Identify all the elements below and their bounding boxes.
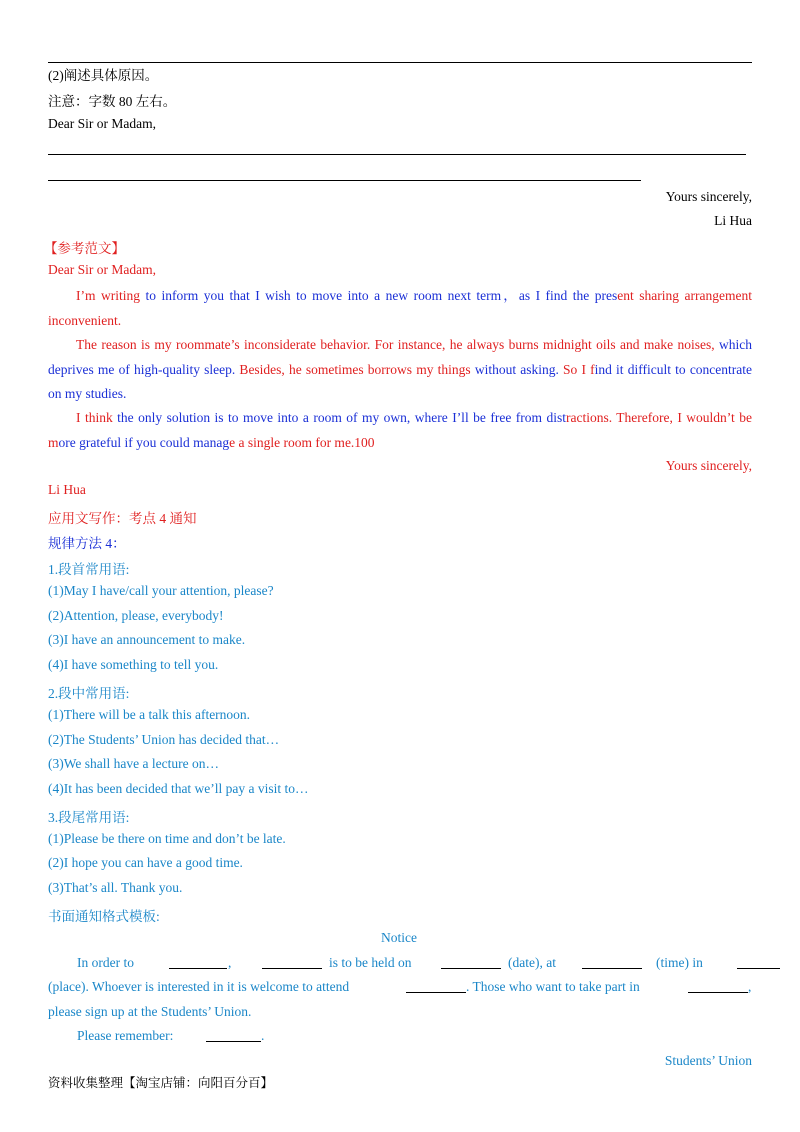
middle-heading: 2.段中常用语: <box>48 686 130 701</box>
text-segment: ractions. Therefore, I wouldn’t be m <box>48 410 753 450</box>
text-segment: So I f <box>558 361 595 377</box>
blank-time <box>582 956 642 969</box>
opening-heading: 1.段首常用语: <box>48 562 130 577</box>
sample-signature: Li Hua <box>48 482 86 497</box>
text-segment: without asking. <box>474 361 559 377</box>
notice-line1-d: (date), at <box>508 955 556 970</box>
text-segment: I think <box>76 410 113 425</box>
notice-line1-a: In order to <box>77 955 134 970</box>
text-segment: e a single room for me.100 <box>229 434 375 450</box>
opening-item: (2)Attention, please, everybody! <box>48 608 224 623</box>
middle-item: (4)It has been decided that we’ll pay a visit to… <box>48 781 309 796</box>
blank-event <box>262 956 322 969</box>
middle-item: (1)There will be a talk this afternoon. <box>48 707 251 722</box>
text-segment: I’m writing <box>76 288 140 303</box>
opening-item: (3)I have an announcement to make. <box>48 632 246 647</box>
ending-heading: 3.段尾常用语: <box>48 810 130 825</box>
opening-item: (1)May I have/call your attention, please? <box>48 583 274 598</box>
blank-take-part <box>688 980 748 993</box>
template-heading: 书面通知格式模板: <box>48 909 160 924</box>
ending-item: (3)That’s all. Thank you. <box>48 880 183 895</box>
notice-title: Notice <box>381 930 417 945</box>
method-heading: 规律方法 4： <box>48 536 126 551</box>
text-segment: the only solution is to move into a room of my own, where I’ll be free from dist <box>112 410 566 425</box>
blank-place <box>737 956 780 969</box>
text-segment: Besides, he sometimes borrows my things <box>235 361 475 377</box>
section-title: 应用文写作：考点 4 通知 <box>48 511 197 526</box>
text-segment: ind it difficult to concentrate on my studies. <box>48 361 753 401</box>
notice-line1-c: is to be held on <box>329 955 412 970</box>
text-segment: The reason is my roommate’s inconsiderate behavior. For instance, he always burns midnight oils and make noises, <box>76 337 719 352</box>
prompt-signature: Li Hua <box>714 213 752 228</box>
notice-line2-b: . Those who want to take part in <box>466 979 640 994</box>
prompt-item-2: (2)阐述具体原因。 <box>48 68 159 83</box>
middle-item: (2)The Students’ Union has decided that… <box>48 732 280 747</box>
top-rule <box>48 62 752 63</box>
notice-signature: Students’ Union <box>664 1053 752 1068</box>
notice-remember-end: . <box>261 1028 265 1043</box>
prompt-closing: Yours sincerely, <box>665 189 752 204</box>
sample-paragraph-3 <box>48 406 752 455</box>
sample-heading: 【参考范文】 <box>44 241 125 256</box>
middle-item: (3)We shall have a lecture on… <box>48 756 219 771</box>
text-segment: to inform you that I wish to move into a new room next term <box>139 288 502 303</box>
notice-line2-a: (place). Whoever is interested in it is welcome to attend <box>48 979 350 994</box>
footer-note: 资料收集整理【淘宝店铺：向阳百分百】 <box>48 1075 274 1090</box>
blank-attend <box>406 980 466 993</box>
sample-closing: Yours sincerely, <box>665 458 752 473</box>
text-segment: which deprives me of high-quality sleep. <box>48 337 752 377</box>
blank-purpose <box>169 956 227 969</box>
ending-item: (2)I hope you can have a good time. <box>48 855 243 870</box>
writing-line-2 <box>48 180 641 181</box>
ending-item: (1)Please be there on time and don’t be late. <box>48 831 286 846</box>
sample-salutation: Dear Sir or Madam, <box>48 262 156 277</box>
opening-item: (4)I have something to tell you. <box>48 657 219 672</box>
blank-remember <box>206 1029 261 1042</box>
sample-paragraph-1 <box>48 284 752 333</box>
prompt-salutation: Dear Sir or Madam, <box>48 116 156 131</box>
prompt-note: 注意：字数 80 左右。 <box>48 94 177 109</box>
writing-line-1 <box>48 154 746 155</box>
notice-line1-b: , <box>228 955 232 970</box>
sample-paragraph-2 <box>48 333 752 407</box>
text-segment: ent sharing arrangement inconvenient. <box>48 288 752 328</box>
text-segment: ore grateful if you could manag <box>58 434 230 450</box>
notice-remember: Please remember: <box>77 1028 174 1043</box>
notice-line3: please sign up at the Students’ Union. <box>48 1004 252 1019</box>
blank-date <box>441 956 501 969</box>
notice-line2-c: , <box>748 979 752 994</box>
notice-line1-e: (time) in <box>656 955 703 970</box>
text-segment: ，as I find the pres <box>501 288 618 303</box>
